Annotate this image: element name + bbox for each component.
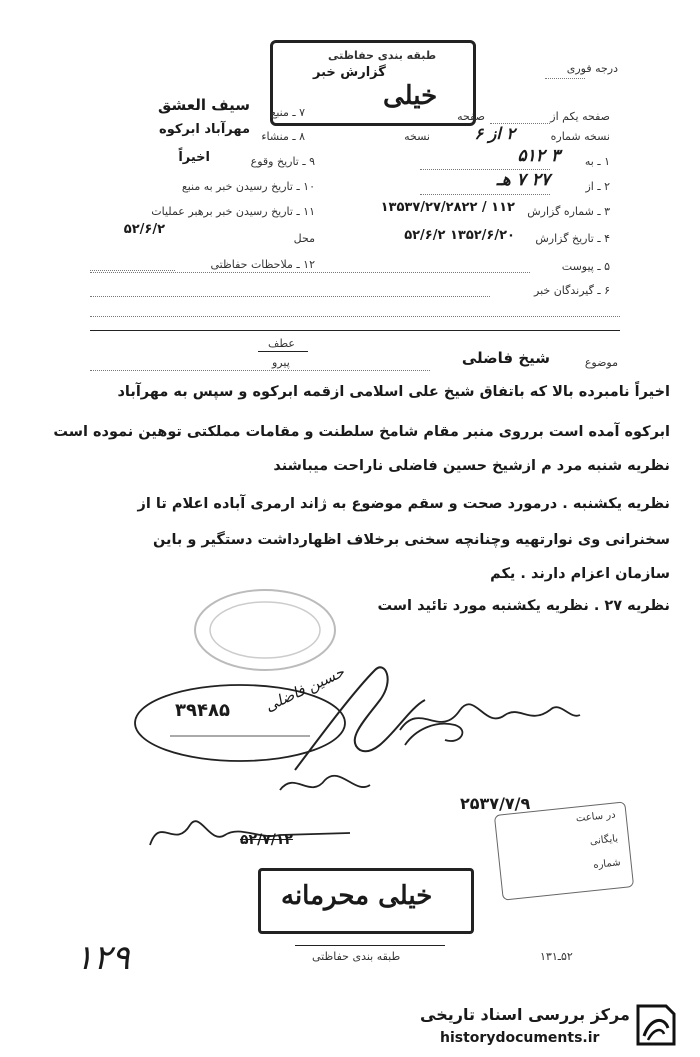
written-date: ۲۵۳۷/۷/۹	[460, 794, 531, 813]
body-line: سخنرانی وی نوارتهیه وچنانچه سخنی برخلاف اظهارداشت دستگیر و باین	[152, 532, 670, 548]
body-line: نظریه شنبه مرد م ازشیخ حسین فاضلی ناراحت میباشند	[273, 458, 670, 474]
field-source-label: ۷ ـ منبع	[270, 106, 305, 119]
reference-bottom: پیرو	[272, 356, 290, 369]
secret-stamp	[258, 868, 474, 934]
field-report-number-label: ۳ ـ شماره گزارش	[527, 205, 610, 218]
field-copy-label: نسخه شماره	[550, 130, 610, 143]
stamp-top-text: خیلی	[383, 81, 438, 111]
field-report-number-value: ۱۳۵۳۷/۲۷/۲۸۲۲ / ۱۱۲	[380, 200, 515, 215]
field-received-ops-label: ۱۱ ـ تاریخ رسیدن خبر برهبر عملیات	[151, 205, 315, 218]
field-to-value: ۵۱۲ ۳	[517, 146, 560, 166]
archive-stamp-line: در ساعت	[575, 809, 617, 825]
field-security-notes-label: ۱۲ ـ ملاحظات حفاظتی	[210, 258, 315, 271]
classification-top-label: طبقه بندی حفاظتی	[328, 49, 437, 62]
logo-website: historydocuments.ir	[440, 1030, 600, 1046]
field-occurrence-label: ۹ ـ تاریخ وقوع	[250, 155, 315, 168]
field-to-label: ۱ ـ به	[584, 155, 610, 168]
field-copy-extra: نسخه	[404, 130, 430, 143]
field-page-label: صفحه یکم از	[550, 110, 610, 123]
field-copy-value: ۲ از ۶	[474, 124, 515, 143]
archive-stamp-line: شماره	[592, 857, 622, 871]
field-received-ops-value: ۵۲/۶/۲	[123, 222, 165, 237]
field-source-value: سیف العشق	[158, 96, 250, 114]
archive-stamp	[494, 801, 634, 900]
body-line: اخیراً نامبرده بالا که باتفاق شیخ علی اسلامی ازقمه ابرکوه و سپس به مهرآباد	[117, 384, 670, 400]
field-from-value: ۲۷ ۷ هـ	[496, 170, 550, 190]
subject-label: موضوع	[584, 356, 618, 369]
field-origin-label: ۸ ـ منشاء	[261, 130, 305, 143]
reference-top: عطف	[268, 337, 295, 350]
form-code: ۵۲ـ۱۳۱	[540, 950, 573, 963]
field-attachment-label: ۵ ـ پیوست	[561, 260, 610, 273]
subject-value: شیخ فاضلی	[461, 349, 550, 367]
field-received-source-label: ۱۰ ـ تاریخ رسیدن خبر به منبع	[181, 180, 315, 193]
body-line: سازمان اعزام دارند . یکم	[490, 566, 670, 582]
stamp-handwritten-name: حسین فاضلی	[262, 662, 348, 716]
signature-date: ۵۲/۷/۱۲	[240, 832, 293, 848]
urgency-label: درجه فوری	[566, 62, 618, 75]
page-number-handwritten: ۱۲۹	[75, 938, 130, 978]
field-occurrence-value: اخیراً	[178, 150, 210, 165]
handwriting-bottom	[270, 760, 390, 810]
report-title: گزارش خبر	[313, 65, 386, 80]
field-place-label: محل	[293, 232, 315, 245]
body-line: ابرکوه آمده است برروی منبر مقام شامخ سلطنت و مقامات مملکتی توهین نموده است	[53, 424, 670, 440]
logo-org-name: مرکز بررسی اسناد تاریخی	[420, 1005, 630, 1024]
field-page-extra: صفحه	[457, 110, 485, 123]
classification-bottom: طبقه بندی حفاظتی	[312, 950, 401, 963]
field-report-date-value: ۵۲/۶/۲ ۱۳۵۲/۶/۲۰	[404, 228, 515, 243]
archive-stamp-line: بایگانی	[589, 833, 619, 848]
field-report-date-label: ۴ ـ تاریخ گزارش	[535, 232, 610, 245]
field-from-label: ۲ ـ از	[585, 180, 610, 193]
number-stamp-value: ۳۹۴۸۵	[175, 700, 230, 721]
handwriting-right	[390, 670, 590, 760]
field-origin-value: مهرآباد ابرکوه	[159, 122, 250, 137]
body-line: نظریه یکشنبه . درمورد صحت و سقم موضوع به ژاند ارمری آباده اعلام تا از	[137, 496, 670, 512]
secret-stamp-text: خیلی محرمانه	[281, 881, 433, 911]
body-line: نظریه ۲۷ . نظریه یکشنبه مورد تائید است	[377, 598, 670, 614]
archive-logo-icon	[630, 1000, 678, 1050]
field-recipients-label: ۶ ـ گیرندگان خبر	[534, 284, 610, 297]
